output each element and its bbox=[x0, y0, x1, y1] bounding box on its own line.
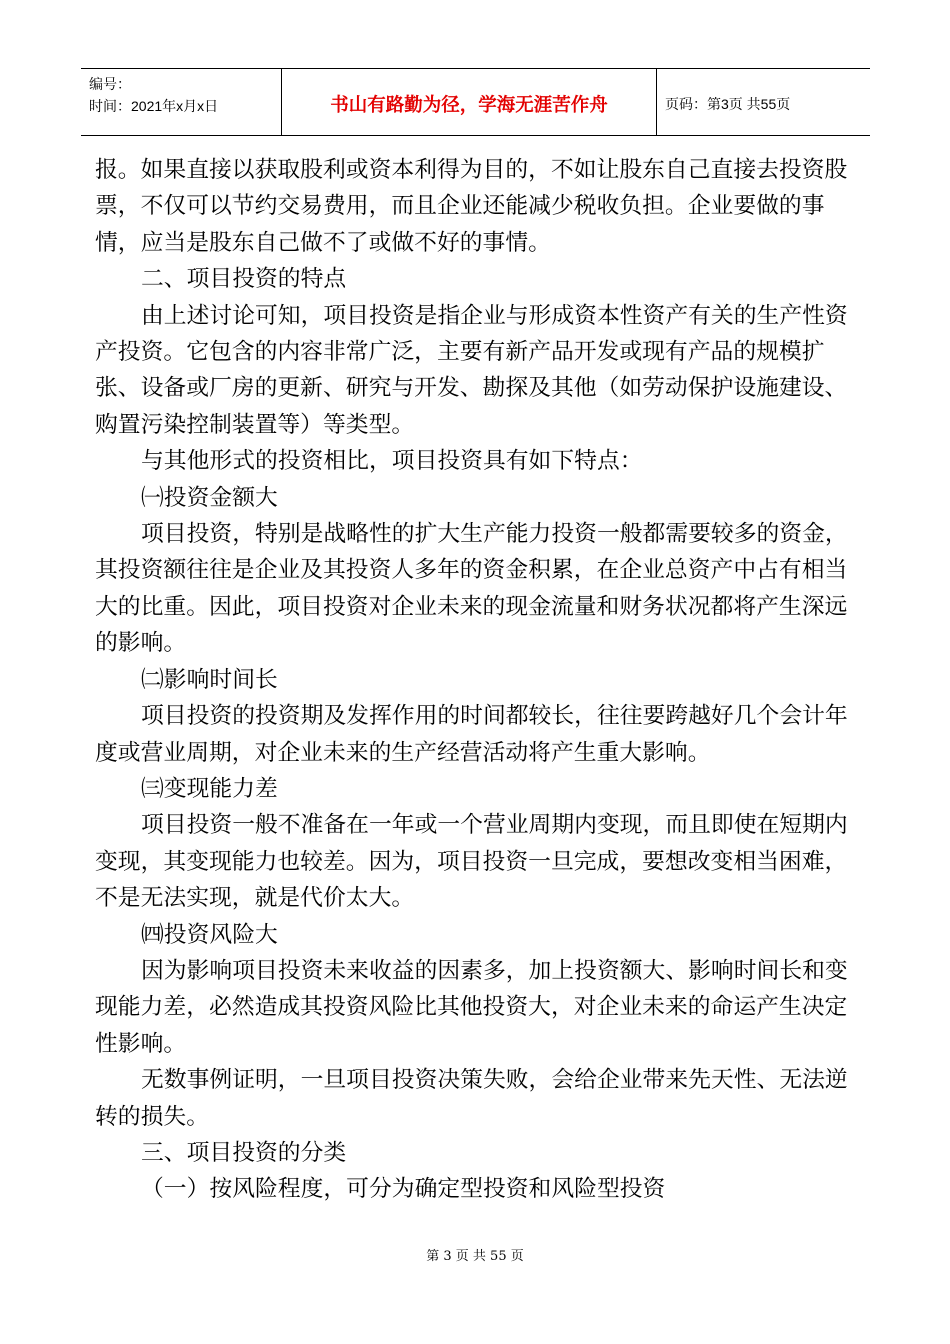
paragraph: 项目投资一般不准备在一年或一个营业周期内变现，而且即使在短期内变现，其变现能力也较差。因为，项目投资一旦完成，要想改变相当困难，不是无法实现，就是代价太大。 bbox=[95, 812, 848, 912]
paragraph: 因为影响项目投资未来收益的因素多，加上投资额大、影响时间长和变现能力差，必然造成其投资风险比其他投资大，对企业未来的命运产生决定性影响。 bbox=[95, 957, 848, 1057]
paragraph: 无数事例证明，一旦项目投资决策失败，会给企业带来先天性、无法逆转的损失。 bbox=[95, 1067, 848, 1130]
header-meta bbox=[81, 69, 282, 135]
paragraph: 项目投资，特别是战略性的扩大生产能力投资一般都需要较多的资金，其投资额往往是企业及其投资人多年的资金积累，在企业总资产中占有相当大的比重。因此，项目投资对企业未来的现金流量和财务状况都将产生深远的影响。 bbox=[95, 521, 848, 657]
number-label: 编号： bbox=[89, 76, 131, 92]
subheading: （一）按风险程度，可分为确定型投资和风险型投资 bbox=[141, 1176, 666, 1203]
document-header bbox=[81, 68, 870, 136]
paragraph: 由上述讨论可知，项目投资是指企业与形成资本性资产有关的生产性资产投资。它包含的内容非常广泛，主要有新产品开发或现有产品的规模扩张、设备或厂房的更新、研究与开发、勘探及其他（如劳动保护设施建设、购置污染控制装置等）等类型。 bbox=[95, 302, 848, 438]
subheading: ㈣投资风险大 bbox=[141, 921, 278, 948]
section-heading: 二、项目投资的特点 bbox=[141, 266, 347, 293]
subheading: ㈡影响时间长 bbox=[141, 666, 278, 693]
paragraph: 与其他形式的投资相比，项目投资具有如下特点： bbox=[141, 448, 643, 475]
document-body bbox=[95, 152, 865, 1208]
section-heading: 三、项目投资的分类 bbox=[141, 1139, 347, 1166]
paragraph: 报。如果直接以获取股利或资本利得为目的，不如让股东自己直接去投资股票，不仅可以节约交易费用，而且企业还能减少税收负担。企业要做的事情，应当是股东自己做不了或做不好的事情。 bbox=[95, 157, 848, 256]
page-footer: 第 3 页 共 55 页 bbox=[426, 1249, 524, 1264]
paragraph: 项目投资的投资期及发挥作用的时间都较长，往往要跨越好几个会计年度或营业周期，对企业未来的生产经营活动将产生重大影响。 bbox=[95, 703, 848, 766]
header-page-info: 页码：第3页 共55页 bbox=[665, 96, 791, 112]
header-motto: 书山有路勤为径，学海无涯苦作舟 bbox=[282, 69, 657, 135]
subheading: ㈢变现能力差 bbox=[141, 775, 278, 802]
time-label: 时间：2021年x月x日 bbox=[89, 98, 219, 114]
subheading: ㈠投资金额大 bbox=[141, 484, 278, 511]
